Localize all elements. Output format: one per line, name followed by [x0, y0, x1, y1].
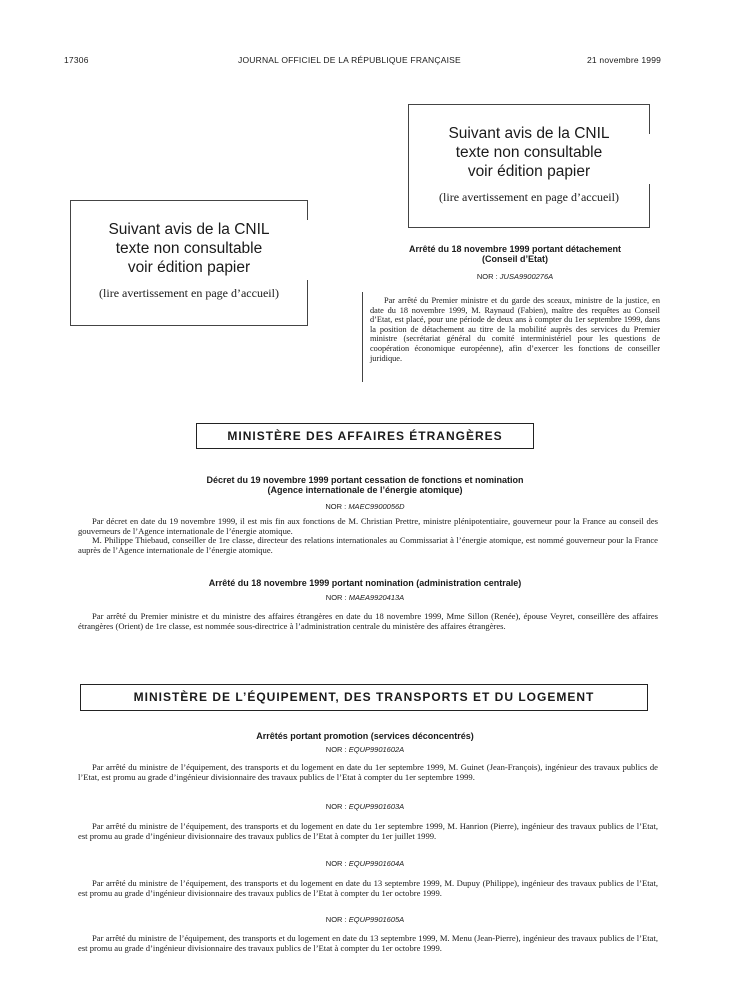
issue-date: 21 novembre 1999	[587, 55, 662, 65]
promotion-nor-4	[120, 915, 610, 924]
promotion-title: Arrêtés portant promotion (services déconcentrés)	[256, 731, 474, 741]
nor-label: NOR :	[325, 502, 347, 511]
cnil-subtitle: (lire avertissement en page d’accueil)	[99, 286, 279, 300]
nor-label: NOR :	[325, 802, 347, 811]
promotion-text-3: Par arrêté du ministre de l’équipement, des transports et du logement en date du 13 septembre 1999, M. Dupuy (Philippe), ingénieur des travaux publics de l’Etat, est promu au grade d’ingénieur divisionnaire des travaux publics de l’Etat à compter du 1er octobre 1999.	[78, 878, 658, 898]
article-right-title-line2: (Conseil d’Etat)	[481, 254, 548, 264]
section-banner-equipement: MINISTÈRE DE L’ÉQUIPEMENT, DES TRANSPORTS ET DU LOGEMENT	[80, 684, 648, 711]
cnil-line2: texte non consultable	[455, 144, 603, 161]
arrete-nomination-nor	[120, 593, 610, 602]
nor-label: NOR :	[476, 272, 498, 281]
nor-code: JUSA9900276A	[499, 272, 554, 281]
promotion-text-2: Par arrêté du ministre de l’équipement, des transports et du logement en date du 1er septembre 1999, M. Hanrion (Pierre), ingénieur des travaux publics de l’Etat, est promu au grade d’ingénieur divisionnaire des travaux publics de l’Etat à compter du 1er juillet 1999.	[78, 821, 658, 841]
cnil-line1: Suivant avis de la CNIL	[448, 125, 610, 142]
journal-title: JOURNAL OFFICIEL DE LA RÉPUBLIQUE FRANÇAISE	[238, 55, 461, 65]
arrete-nomination-title: Arrêté du 18 novembre 1999 portant nomination (administration centrale)	[208, 578, 522, 588]
decret-title-line2: (Agence internationale de l’énergie atomique)	[267, 485, 463, 495]
nor-code: EQUP9901605A	[348, 915, 405, 924]
nor-code: EQUP9901602A	[348, 745, 405, 754]
decret-para1: Par décret en date du 19 novembre 1999, il est mis fin aux fonctions de M. Christian Prettre, ministre plénipotentiaire, gouverneur pour la France au conseil des gouverneurs de l’Agence internationale de l’énergie atomique.	[78, 516, 658, 536]
nor-label: NOR :	[325, 593, 347, 602]
cnil-line3: voir édition papier	[127, 259, 251, 276]
cnil-line2: texte non consultable	[115, 240, 263, 257]
cnil-line1: Suivant avis de la CNIL	[108, 221, 270, 238]
nor-code: EQUP9901604A	[348, 859, 405, 868]
decret-title-line1: Décret du 19 novembre 1999 portant cessation de fonctions et nomination	[206, 475, 524, 485]
article-right-title-line1: Arrêté du 18 novembre 1999 portant détachement	[408, 244, 622, 254]
promotion-text-4: Par arrêté du ministre de l’équipement, des transports et du logement en date du 13 septembre 1999, M. Menu (Jean-Pierre), ingénieur des travaux publics de l’Etat, est promu au grade d’ingénieur divisionnaire des travaux publics de l’Etat à compter du 1er octobre 1999.	[78, 933, 658, 953]
article-right-text: Par arrêté du Premier ministre et du garde des sceaux, ministre de la justice, en date du 18 novembre 1999, M. Raynaud (Fabien), maître des requêtes au Conseil d’Etat, est placé, pour une période de deux ans à compter du 1er septembre 1999, dans la position de détachement au titre de la mobilité auprès des services du Premier ministre (secrétariat général du comité interministériel pour les questions de coopération économique européenne), afin d’exercer les fonctions de conseiller juridique.	[370, 296, 660, 363]
promotion-text-1: Par arrêté du ministre de l’équipement, des transports et du logement en date du 1er septembre 1999, M. Guinet (Jean-François), ingénieur des travaux publics de l’Etat, est promu au grade d’ingénieur divisionnaire des travaux publics de l’Etat à compter du 1er septembre 1999.	[78, 762, 658, 782]
article-right-nor	[370, 272, 660, 281]
decret-title	[120, 475, 610, 495]
decret-text	[78, 517, 658, 555]
section-banner-affaires-etrangeres: MINISTÈRE DES AFFAIRES ÉTRANGÈRES	[196, 423, 534, 449]
nor-code: MAEC9900056D	[348, 502, 405, 511]
arrete-nomination-text: Par arrêté du Premier ministre et du ministre des affaires étrangères en date du 18 novembre 1999, Mme Sillon (Renée), épouse Veyret, conseillère des affaires étrangères (Orient) de 1re classe, est nommée sous-directrice à l’administration centrale du ministère des affaires étrangères.	[78, 611, 658, 631]
nor-code: EQUP9901603A	[348, 802, 405, 811]
promotion-nor-1	[120, 745, 610, 754]
promotion-nor-3	[120, 859, 610, 868]
margin-bar	[362, 292, 363, 382]
nor-label: NOR :	[325, 915, 347, 924]
cnil-notice-right	[408, 104, 650, 228]
decret-nor	[120, 502, 610, 511]
nor-label: NOR :	[325, 745, 347, 754]
cnil-line3: voir édition papier	[467, 163, 591, 180]
decret-para2: M. Philippe Thiebaud, conseiller de 1re classe, directeur des relations internationales au Commissariat à l’énergie atomique, est nommé gouverneur pour la France auprès de l’Agence internationale de l’énergie atomique.	[78, 535, 658, 555]
nor-code: MAEA9920413A	[348, 593, 405, 602]
article-right-title	[370, 244, 660, 264]
cnil-subtitle: (lire avertissement en page d’accueil)	[439, 190, 619, 204]
nor-label: NOR :	[325, 859, 347, 868]
cnil-notice-left	[70, 200, 308, 326]
promotion-nor-2	[120, 802, 610, 811]
page-number: 17306	[64, 55, 89, 65]
